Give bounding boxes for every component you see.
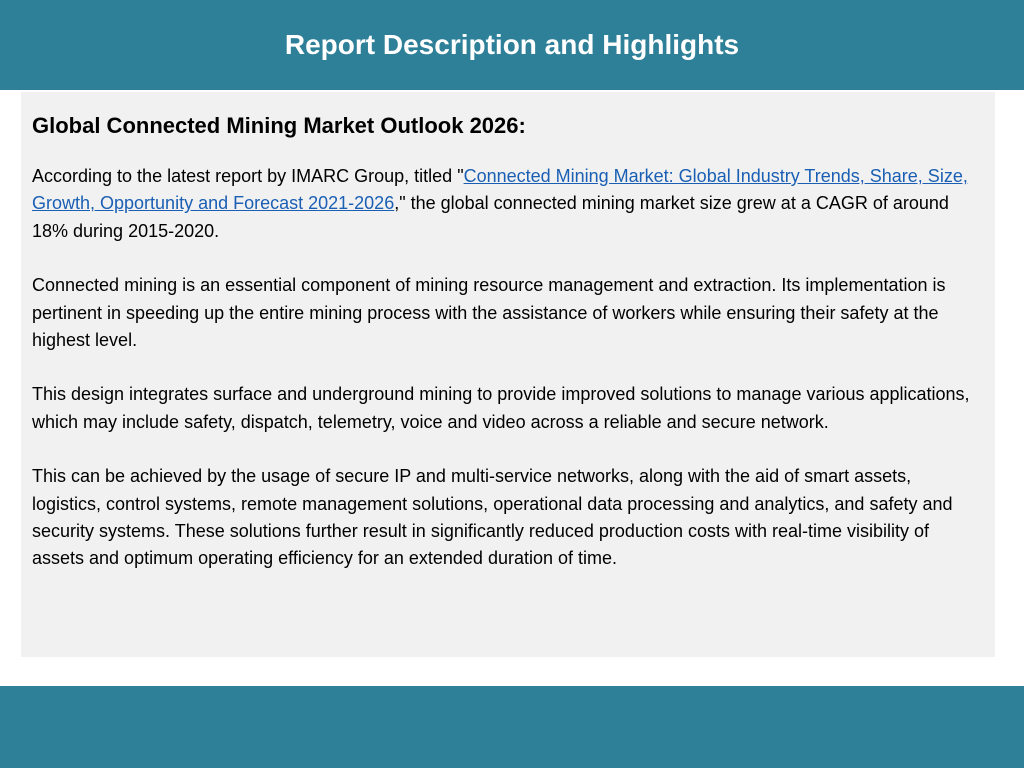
paragraph-benefits: This can be achieved by the usage of secure IP and multi-service networks, along with the aid of smart assets, logistics, control systems, remote management solutions, operational data processing and analytics, and safety and security systems. These solutions further result in significantly reduced production costs with real-time visibility of assets and optimum operating efficiency for an extended duration of time. [32, 466, 953, 569]
paragraph-definition: Connected mining is an essential component of mining resource management and extraction. Its implementation is pertinent in speeding up the entire mining process with the assistance of workers while ensuring their safety at the highest level. [32, 275, 946, 351]
content-panel [21, 92, 995, 657]
paragraph-design: This design integrates surface and underground mining to provide improved solutions to manage various applications, which may include safety, dispatch, telemetry, voice and video across a reliable and secure network. [32, 384, 970, 432]
intro-text-after: ," the global connected mining market size grew at a CAGR of around 18% during 2015-2020. [32, 193, 949, 241]
section-heading: Global Connected Mining Market Outlook 2026: [32, 113, 526, 138]
report-link[interactable]: Connected Mining Market: Global Industry Trends, Share, Size, Growth, Opportunity and Forecast 2021-2026 [32, 166, 968, 214]
footer-banner [0, 686, 1024, 768]
intro-text-before: According to the latest report by IMARC Group, titled " [32, 166, 464, 186]
paragraph-intro [32, 163, 984, 245]
header-banner [0, 0, 1024, 90]
page-title: Report Description and Highlights [284, 29, 740, 60]
